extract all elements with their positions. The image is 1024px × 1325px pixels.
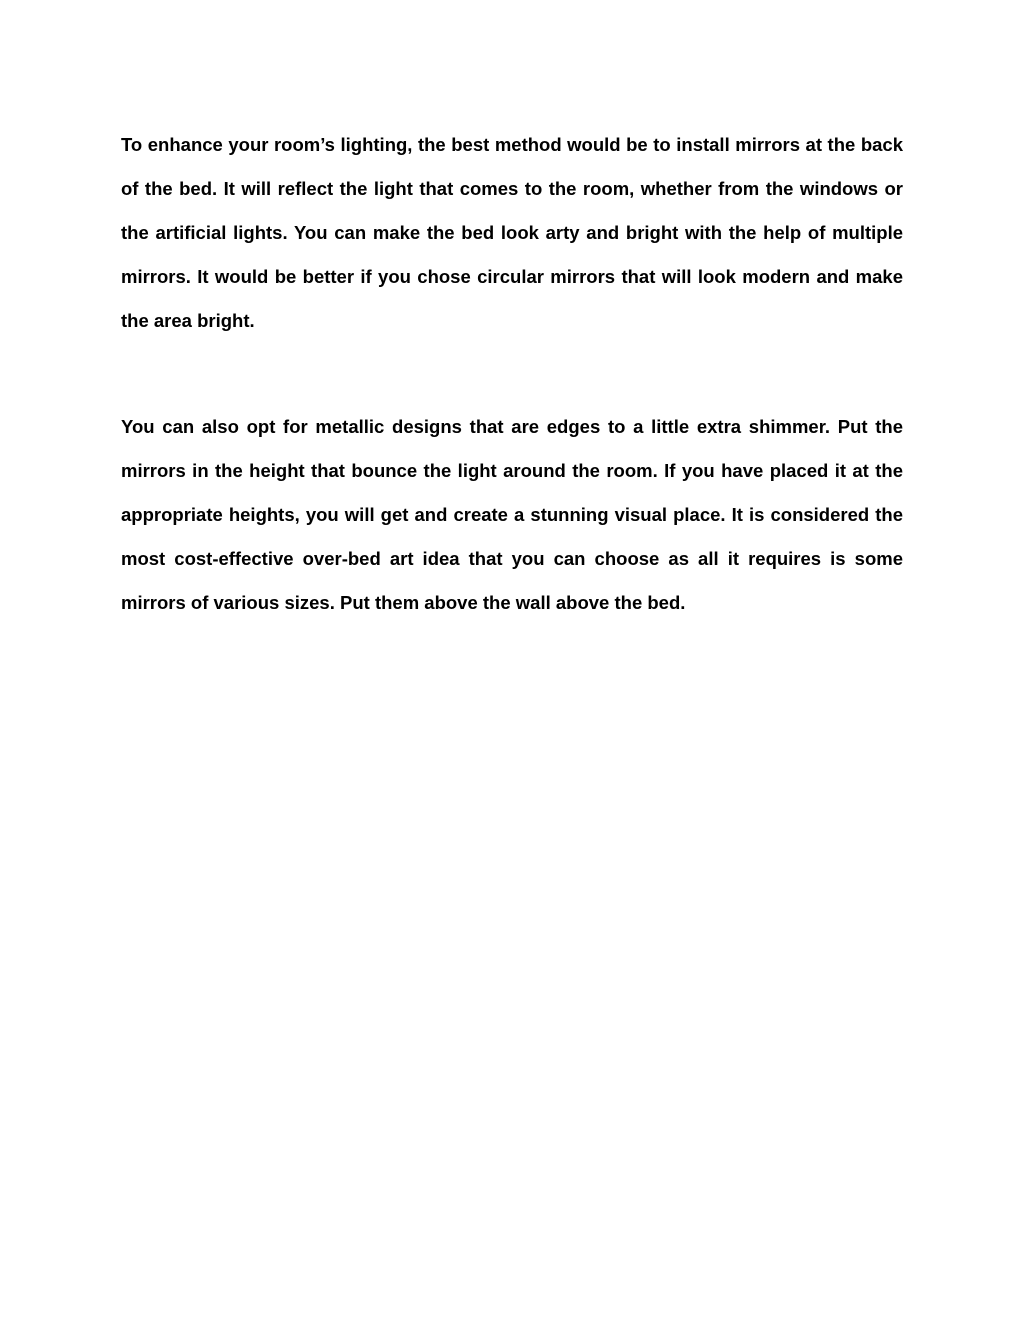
paragraph-1: To enhance your room’s lighting, the best method would be to install mirrors at the back of the bed. It will reflect the light that comes to the room, whether from the windows or the artificial lights. You can make the bed look arty and bright with the help of multiple mirrors. It would be better if you chose circular mirrors that will look modern and make the area bright. xyxy=(121,134,903,331)
paragraph-gap xyxy=(121,343,903,405)
paragraph-2: You can also opt for metallic designs that are edges to a little extra shimmer. Put the mirrors in the height that bounce the light around the room. If you have placed it at the appropriate heights, you will get and create a stunning visual place. It is considered the most cost-effective over-bed art idea that you can choose as all it requires is some mirrors of various sizes. Put them above the wall above the bed. xyxy=(121,416,903,613)
document-body xyxy=(121,123,903,625)
